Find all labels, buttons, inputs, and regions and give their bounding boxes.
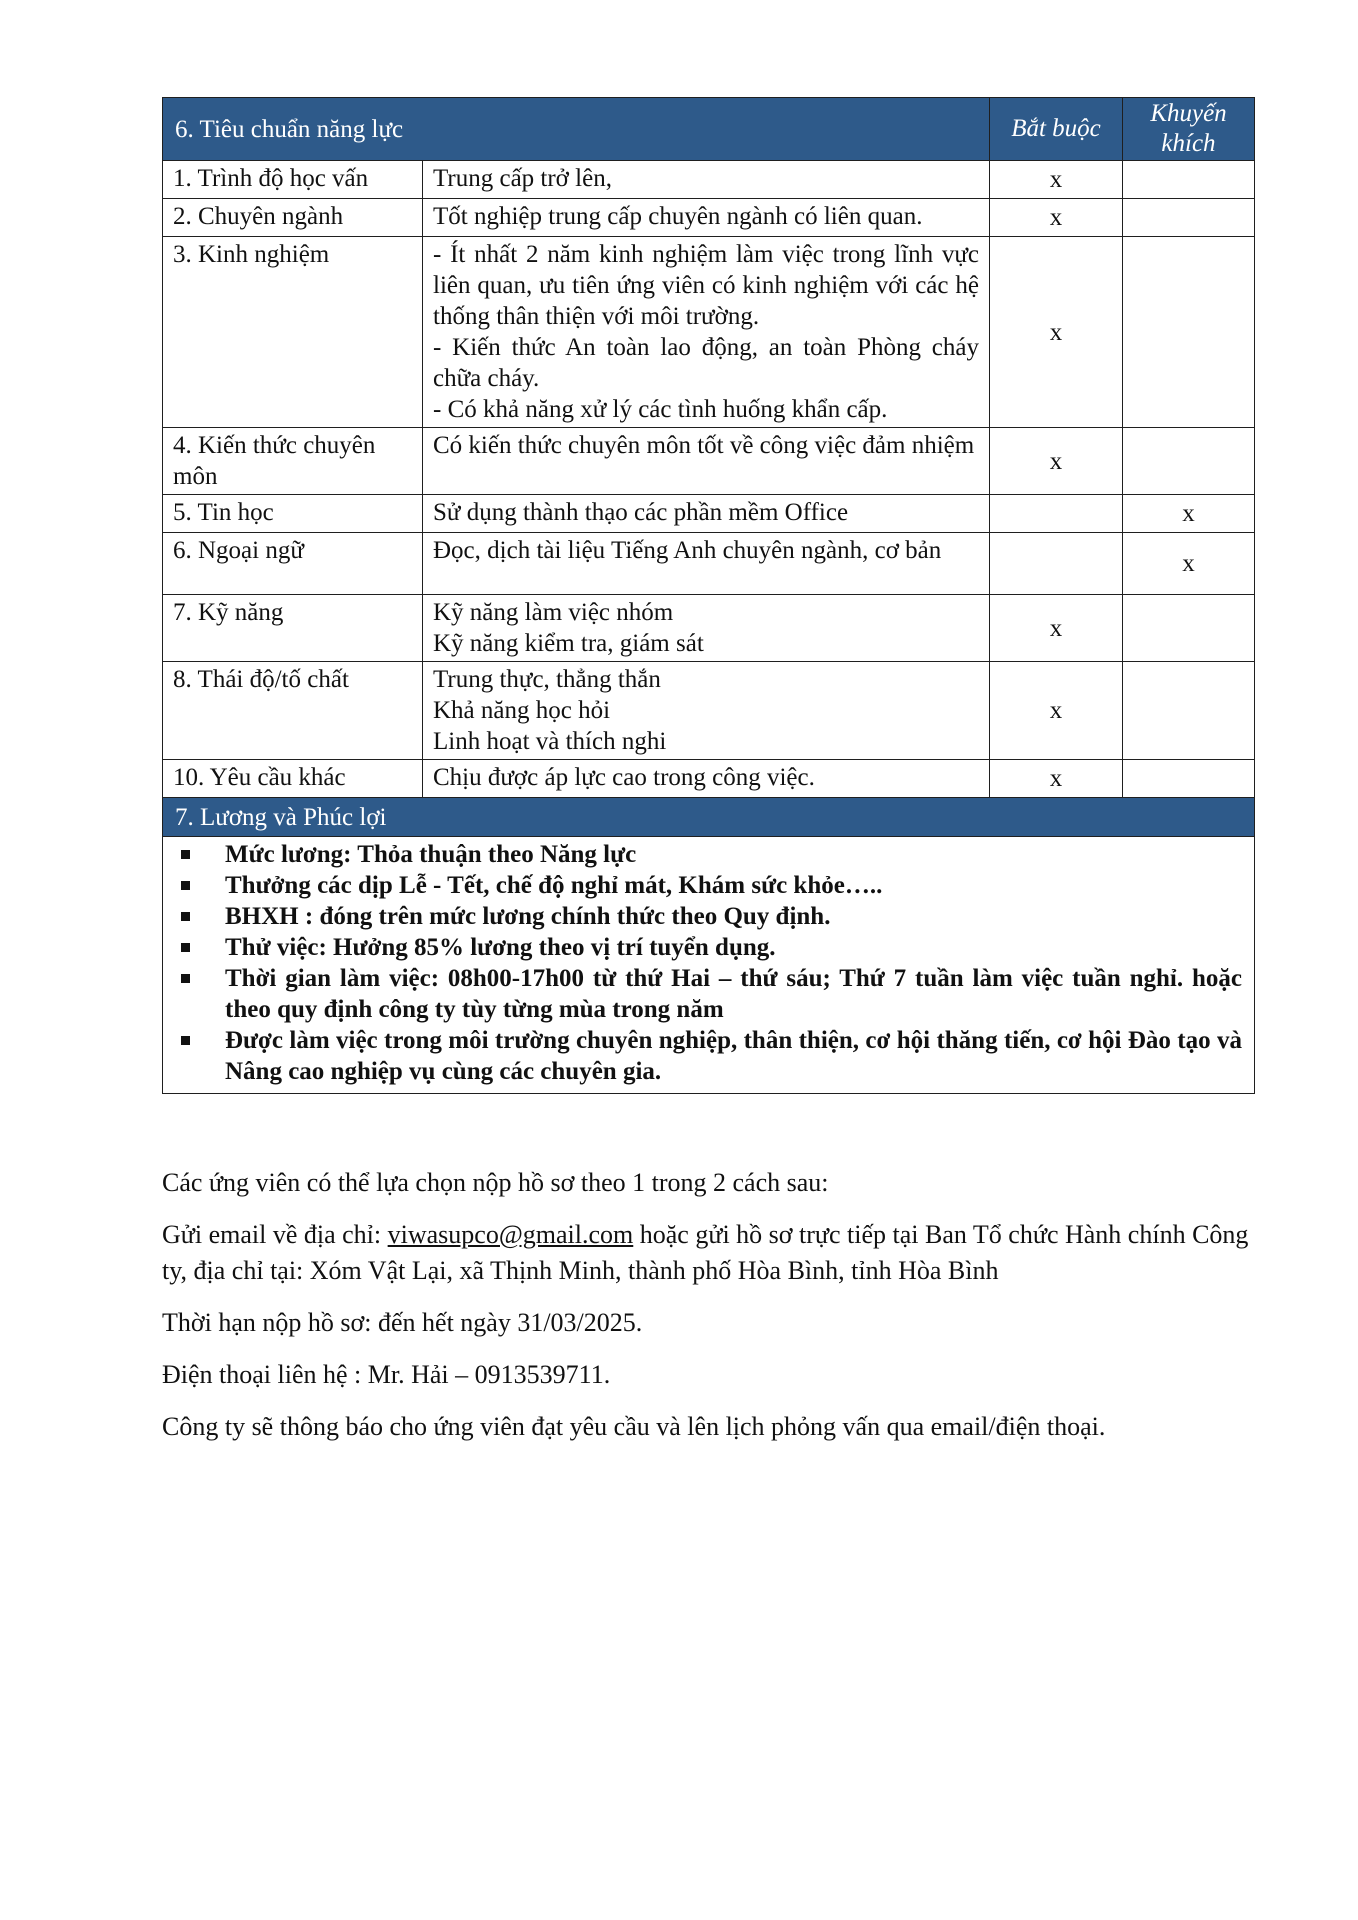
- bullet-square-icon: [181, 881, 190, 890]
- section-title-benefits: 7. Lương và Phúc lợi: [163, 798, 1255, 837]
- description-line: - Ít nhất 2 năm kinh nghiệm làm việc trong lĩnh vực liên quan, ưu tiên ứng viên có kinh nghiệm với các hệ thống thân thiện với môi trường.: [433, 241, 979, 330]
- apply-deadline: Thời hạn nộp hồ sơ: đến hết ngày 31/03/2025.: [162, 1308, 643, 1337]
- criterion-row: [163, 237, 1255, 428]
- section-title-competency: 6. Tiêu chuẩn năng lực: [163, 98, 990, 161]
- description-line: Trung thực, thẳng thắn: [433, 666, 661, 693]
- criterion-row: [163, 760, 1255, 798]
- required-mark: x: [990, 662, 1123, 760]
- description-line: Linh hoạt và thích nghi: [433, 728, 667, 755]
- benefit-item: [181, 870, 1242, 901]
- required-mark: x: [990, 199, 1123, 237]
- description-line: Khả năng học hỏi: [433, 697, 611, 724]
- criterion-description: [423, 199, 990, 237]
- criterion-name: 8. Thái độ/tố chất: [163, 662, 423, 760]
- description-line: - Có khả năng xử lý các tình huống khẩn cấp.: [433, 396, 888, 423]
- required-column-header: Bắt buộc: [990, 98, 1123, 161]
- criterion-name: 3. Kinh nghiệm: [163, 237, 423, 428]
- criterion-row: [163, 428, 1255, 495]
- criterion-description: [423, 428, 990, 495]
- criterion-name: 2. Chuyên ngành: [163, 199, 423, 237]
- criterion-description: [423, 495, 990, 533]
- criterion-name: 1. Trình độ học vấn: [163, 161, 423, 199]
- encouraged-mark: x: [1123, 533, 1255, 595]
- benefit-text: Thưởng các dịp Lễ - Tết, chế độ nghỉ mát, Khám sức khỏe…..: [225, 872, 883, 899]
- required-mark: x: [990, 760, 1123, 798]
- encouraged-mark: [1123, 161, 1255, 199]
- email-suffix: hoặc gửi hồ sơ trực tiếp tại Ban Tổ chức Hành chính Công ty, địa chỉ tại: Xóm Vật Lại, xã Thịnh Minh, thành phố Hòa Bình, tỉnh Hòa Bình: [162, 1220, 1249, 1285]
- encouraged-mark: [1123, 595, 1255, 662]
- encouraged-mark: [1123, 760, 1255, 798]
- criterion-description: [423, 760, 990, 798]
- description-line: Tốt nghiệp trung cấp chuyên ngành có liên quan.: [433, 203, 923, 230]
- competency-header-row: [163, 98, 1255, 161]
- encouraged-column-header: Khuyến khích: [1123, 98, 1255, 161]
- required-mark: x: [990, 428, 1123, 495]
- criterion-name: 5. Tin học: [163, 495, 423, 533]
- bullet-square-icon: [181, 943, 190, 952]
- apply-contact: Điện thoại liên hệ : Mr. Hải – 0913539711.: [162, 1360, 611, 1389]
- encouraged-mark: [1123, 199, 1255, 237]
- description-line: Kỹ năng làm việc nhóm: [433, 599, 674, 626]
- competency-table: [162, 97, 1255, 1094]
- benefit-item: [181, 1025, 1242, 1087]
- criterion-name: 7. Kỹ năng: [163, 595, 423, 662]
- encouraged-mark: [1123, 428, 1255, 495]
- description-line: - Kiến thức An toàn lao động, an toàn Phòng cháy chữa cháy.: [433, 334, 979, 392]
- email-link[interactable]: viwasupco@gmail.com: [387, 1220, 634, 1249]
- criterion-row: [163, 595, 1255, 662]
- criterion-description: [423, 237, 990, 428]
- encouraged-mark: [1123, 237, 1255, 428]
- required-mark: [990, 495, 1123, 533]
- required-mark: [990, 533, 1123, 595]
- benefit-text: BHXH : đóng trên mức lương chính thức theo Quy định.: [225, 903, 831, 930]
- criterion-name: 4. Kiến thức chuyên môn: [163, 428, 423, 495]
- benefit-text: Mức lương: Thỏa thuận theo Năng lực: [225, 841, 637, 868]
- criterion-description: [423, 533, 990, 595]
- criterion-row: [163, 199, 1255, 237]
- benefits-row: [163, 837, 1255, 1094]
- criterion-description: [423, 161, 990, 199]
- email-prefix: Gửi email về địa chỉ:: [162, 1220, 388, 1249]
- apply-email-paragraph: [162, 1217, 1262, 1289]
- benefits-list: [181, 839, 1242, 1087]
- benefit-text: Được làm việc trong môi trường chuyên nghiệp, thân thiện, cơ hội thăng tiến, cơ hội Đào tạo và Nâng cao nghiệp vụ cùng các chuyên gia.: [225, 1027, 1242, 1085]
- bullet-square-icon: [181, 850, 190, 859]
- benefit-item: [181, 963, 1242, 1025]
- required-mark: x: [990, 237, 1123, 428]
- description-line: Có kiến thức chuyên môn tốt về công việc đảm nhiệm: [433, 432, 975, 459]
- description-line: Chịu được áp lực cao trong công việc.: [433, 764, 815, 791]
- criterion-name: 10. Yêu cầu khác: [163, 760, 423, 798]
- benefit-text: Thử việc: Hưởng 85% lương theo vị trí tuyển dụng.: [225, 934, 776, 961]
- benefit-item: [181, 839, 1242, 870]
- required-mark: x: [990, 595, 1123, 662]
- benefits-cell: [163, 837, 1255, 1094]
- criterion-row: [163, 495, 1255, 533]
- criterion-description: [423, 662, 990, 760]
- criterion-name: 6. Ngoại ngữ: [163, 533, 423, 595]
- encouraged-mark: [1123, 662, 1255, 760]
- criterion-row: [163, 533, 1255, 595]
- description-line: Đọc, dịch tài liệu Tiếng Anh chuyên ngành, cơ bản: [433, 537, 942, 564]
- apply-notice: Công ty sẽ thông báo cho ứng viên đạt yêu cầu và lên lịch phỏng vấn qua email/điện thoại.: [162, 1412, 1106, 1441]
- benefit-text: Thời gian làm việc: 08h00-17h00 từ thứ Hai – thứ sáu; Thứ 7 tuần làm việc tuần nghỉ. hoặc theo quy định công ty tùy từng mùa trong năm: [225, 965, 1242, 1023]
- description-line: Sử dụng thành thạo các phần mềm Office: [433, 499, 849, 526]
- bullet-square-icon: [181, 1036, 190, 1045]
- application-info: [162, 1165, 1262, 1461]
- benefit-item: [181, 901, 1242, 932]
- description-line: Kỹ năng kiểm tra, giám sát: [433, 630, 704, 657]
- document-page: [162, 97, 1254, 1094]
- benefit-item: [181, 932, 1242, 963]
- required-mark: x: [990, 161, 1123, 199]
- criterion-row: [163, 662, 1255, 760]
- description-line: Trung cấp trở lên,: [433, 165, 612, 192]
- criterion-description: [423, 595, 990, 662]
- bullet-square-icon: [181, 912, 190, 921]
- bullet-square-icon: [181, 974, 190, 983]
- encouraged-mark: x: [1123, 495, 1255, 533]
- benefits-header-row: [163, 798, 1255, 837]
- apply-intro: Các ứng viên có thể lựa chọn nộp hồ sơ theo 1 trong 2 cách sau:: [162, 1168, 829, 1197]
- criterion-row: [163, 161, 1255, 199]
